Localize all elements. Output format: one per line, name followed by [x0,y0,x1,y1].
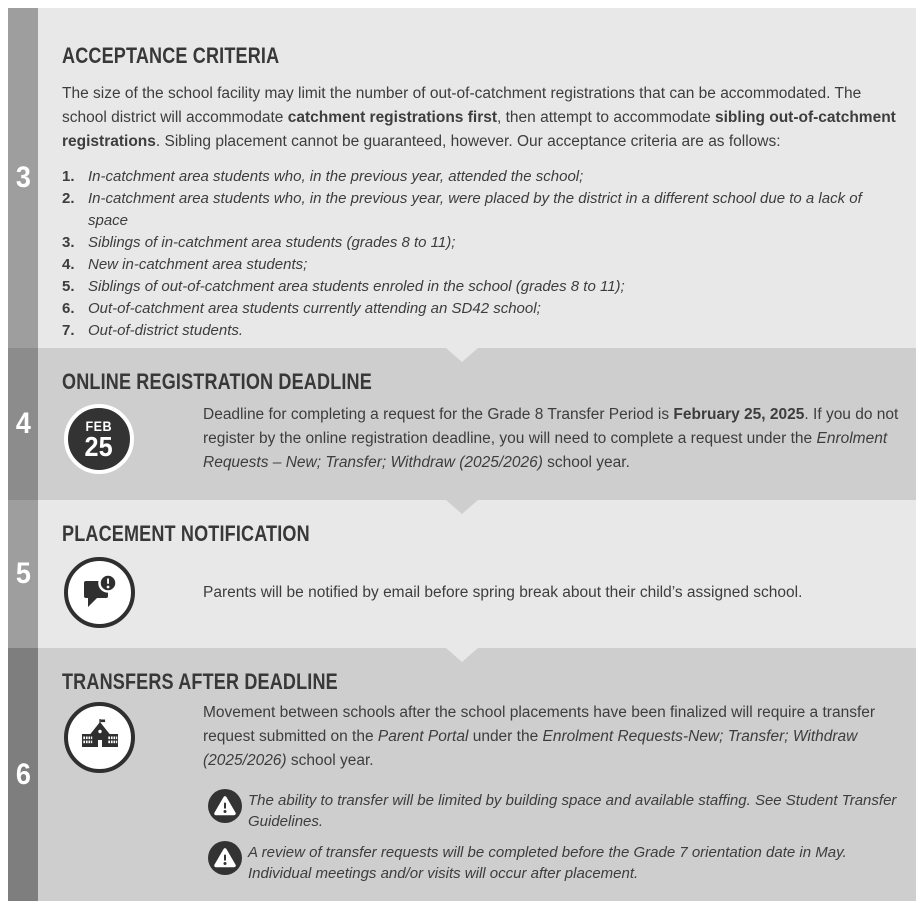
warning-icon [208,789,242,828]
criteria-list-item: 7. Out-of-district students. [62,322,244,339]
section-acceptance-criteria [8,8,916,348]
step-number: 6 [15,757,31,791]
section-content [38,8,916,348]
acceptance-intro-paragraph: The size of the school facility may limit the number of out-of-catchment registrations that can be accommodated. The school district will accommodate catchment registrations first, then attempt to accommodate sibling out-of-catchment registrations. Sibling placement cannot be guaranteed, however. Our acceptance criteria are as follows: [62,85,896,150]
calendar-day: 25 [84,430,114,462]
step-number-bar [8,348,38,500]
section-title: ONLINE REGISTRATION DEADLINE [62,369,372,394]
criteria-list-item: 4. New in-catchment area students; [62,256,308,273]
note-text: A review of transfer requests will be completed before the Grade 7 orientation date in May. Individual meetings and/or visits will occur after placement. [248,844,847,882]
section-divider-arrow [446,348,478,362]
section-content [38,348,916,500]
section-title: PLACEMENT NOTIFICATION [62,521,310,546]
section-transfers-after-deadline [8,648,916,901]
section-divider-arrow [446,648,478,662]
calendar-date-icon [64,404,134,474]
warning-icon [208,841,242,880]
section-content [38,500,916,648]
note-text: The ability to transfer will be limited by building space and available staffing. See Student Transfer Guidelines. [248,792,897,830]
school-building-icon [64,702,135,773]
note-row [208,841,905,884]
deadline-paragraph: Deadline for completing a request for the Grade 8 Transfer Period is February 25, 2025. If you do not register by the online registration deadline, you will need to complete a request under the Enrolment Requests – New; Transfer; Withdraw (2025/2026) school year. [203,406,899,471]
notification-message-icon [64,557,135,628]
criteria-list-item: 2. In-catchment area students who, in the previous year, were placed by the district in a different school due to a lack of space [62,190,862,229]
criteria-list-item: 3. Siblings of in-catchment area students (grades 8 to 11); [62,234,456,251]
step-number-bar [8,500,38,648]
note-row [208,789,905,832]
section-divider-arrow [446,500,478,514]
step-number-bar [8,8,38,348]
section-placement-notification [8,500,916,648]
section-title: ACCEPTANCE CRITERIA [62,43,280,68]
placement-paragraph: Parents will be notified by email before spring break about their child’s assigned school. [203,583,803,601]
section-content [38,648,916,901]
criteria-list-item: 5. Siblings of out-of-catchment area students enroled in the school (grades 8 to 11); [62,278,625,295]
calendar-month: FEB [85,417,113,434]
step-number-bar [8,648,38,901]
step-number: 3 [15,161,31,194]
step-number: 4 [15,407,31,440]
criteria-list-item: 1. In-catchment area students who, in the previous year, attended the school; [62,168,584,185]
step-number: 5 [15,557,31,590]
transfer-notes [208,789,905,884]
acceptance-criteria-list [38,154,916,342]
section-online-registration-deadline [8,348,916,500]
transfer-paragraph: Movement between schools after the school placements have been finalized will require a transfer request submitted on the Parent Portal under the Enrolment Requests-New; Transfer; Withdraw (2025/2026) school year. [203,704,876,769]
criteria-list-item: 6. Out-of-catchment area students currently attending an SD42 school; [62,300,541,317]
section-title: TRANSFERS AFTER DEADLINE [62,669,338,694]
